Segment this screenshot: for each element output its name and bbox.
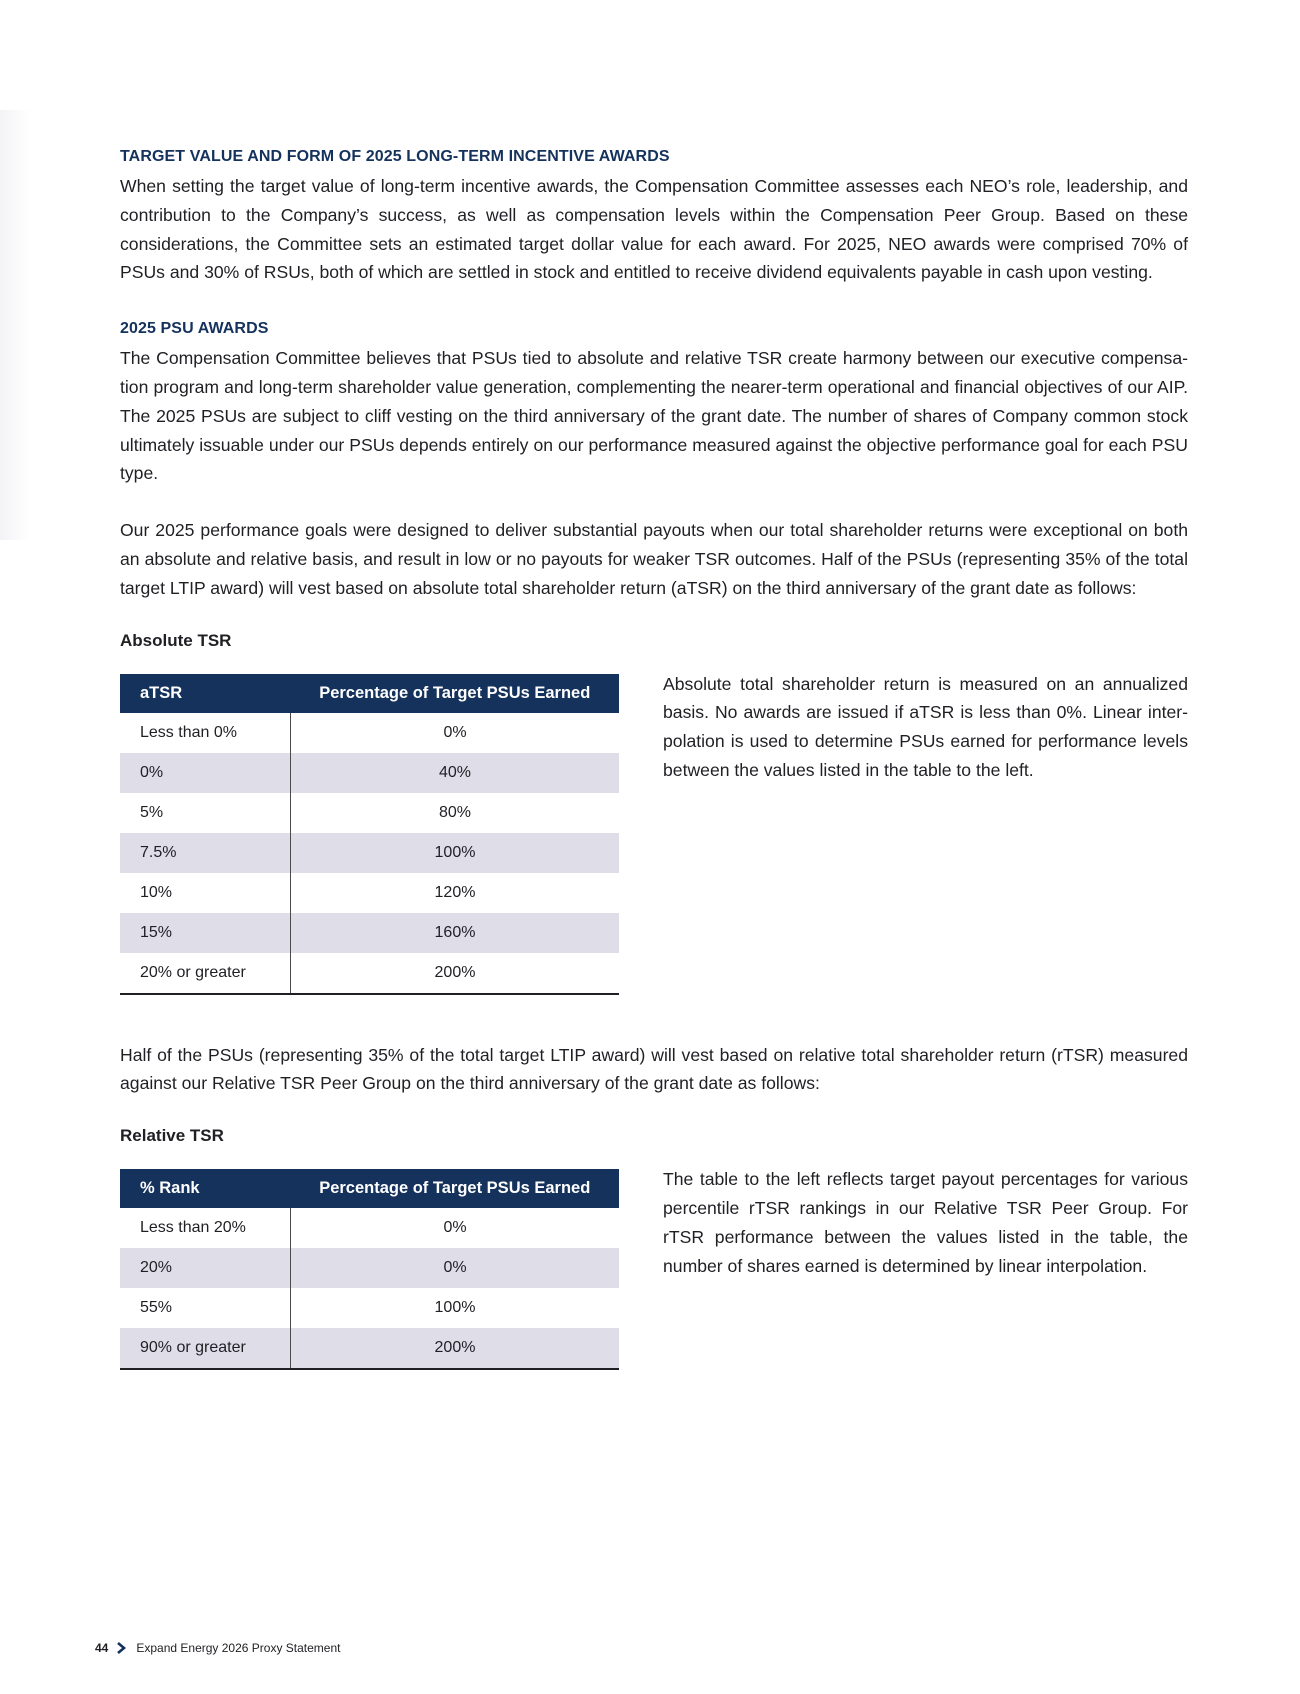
table-cell-percentage: 100% xyxy=(291,833,620,873)
table-row xyxy=(120,753,619,793)
table-cell-atsr: 15% xyxy=(120,913,291,953)
column-header-rank: % Rank xyxy=(120,1169,291,1208)
table-row xyxy=(120,953,619,994)
absolute-tsr-note: Absolute total shareholder return is measured on an annualized basis. No awards are issued if aTSR is less than 0%. Linear inter-polation is used to determine PSUs earned for performance levels between the values listed in the table to the left. xyxy=(663,673,1188,780)
table-cell-atsr: 7.5% xyxy=(120,833,291,873)
absolute-tsr-table xyxy=(120,674,619,995)
table-cell-atsr: 0% xyxy=(120,753,291,793)
table-cell-percentage: 200% xyxy=(291,1328,620,1369)
relative-tsr-table xyxy=(120,1169,619,1370)
page-footer xyxy=(95,1641,340,1655)
table-cell-percentage: 120% xyxy=(434,883,476,901)
table-cell-atsr: Less than 0% xyxy=(120,713,291,753)
table-row xyxy=(120,913,619,953)
table-cell-rank: 20% xyxy=(120,1248,291,1288)
section-heading-psu-awards: 2025 PSU AWARDS xyxy=(120,320,269,338)
column-header-percentage-earned: Percentage of Target PSUs Earned xyxy=(291,1169,620,1208)
column-header-percentage-earned: Percentage of Target PSUs Earned xyxy=(291,674,620,713)
relative-tsr-block xyxy=(120,1169,1188,1370)
table-row xyxy=(120,1288,619,1328)
relative-tsr-intro: Half of the PSUs (representing 35% of the total target LTIP award) will vest based on relative total shareholder return (rTSR) measured against our Relative TSR Peer Group on the third anniversary of the grant date as follows: xyxy=(120,1044,1188,1094)
table-cell-percentage: 160% xyxy=(291,913,620,953)
table-cell-percentage: 0% xyxy=(443,723,467,741)
table-row xyxy=(120,833,619,873)
table-row xyxy=(120,1248,619,1288)
table-cell-atsr: 5% xyxy=(120,793,291,833)
table-row xyxy=(120,793,619,833)
page-content xyxy=(120,148,1188,1370)
table-cell-percentage: 0% xyxy=(291,1248,620,1288)
relative-tsr-title: Relative TSR xyxy=(120,1126,224,1146)
target-value-paragraph: When setting the target value of long-term incentive awards, the Compensation Committee assesses each NEO’s role, leadership, and contribution to the Company’s success, as well as compensation levels within the Compensation Peer Group. Based on these considerations, the Committee sets an estimated target dollar value for each award. For 2025, NEO awards were comprised 70% of PSUs and 30% of RSUs, both of which are settled in stock and entitled to receive dividend equivalents payable in cash upon vesting. xyxy=(120,176,1188,283)
table-cell-atsr: 10% xyxy=(120,873,291,913)
table-header-row xyxy=(120,674,619,713)
table-cell-percentage: 0% xyxy=(443,1219,467,1237)
table-header-row xyxy=(120,1169,619,1208)
relative-tsr-note: The table to the left reflects target payout percentages for various percentile rTSR rankings in our Relative TSR Peer Group. For rTSR performance between the values listed in the table, the number of shares earned is determined by linear interpolation. xyxy=(663,1169,1188,1276)
table-row xyxy=(120,1328,619,1369)
table-row xyxy=(120,873,619,913)
absolute-tsr-block xyxy=(120,674,1188,995)
publication-title: Expand Energy 2026 Proxy Statement xyxy=(136,1641,341,1655)
column-header-atsr: aTSR xyxy=(120,674,291,713)
table-cell-percentage: 200% xyxy=(291,953,620,994)
chevron-right-icon xyxy=(114,1641,128,1655)
performance-goals-paragraph: Our 2025 performance goals were designed to deliver substantial payouts when our total shareholder returns were exceptional on both an absolute and relative basis, and result in low or no payouts for weaker TSR outcomes. Half of the PSUs (representing 35% of the total target LTIP award) will vest based on absolute total shareholder return (aTSR) on the third anniversary of the grant date as follows: xyxy=(120,520,1188,598)
table-cell-percentage: 40% xyxy=(291,753,620,793)
page-number: 44 xyxy=(95,1641,109,1655)
table-row xyxy=(120,1208,619,1248)
table-cell-rank: Less than 20% xyxy=(120,1208,291,1248)
table-cell-percentage: 100% xyxy=(434,1299,476,1317)
page-edge-shade xyxy=(0,110,30,540)
table-cell-atsr: 20% or greater xyxy=(120,953,291,994)
table-cell-rank: 90% or greater xyxy=(120,1328,291,1369)
section-heading-target-value: TARGET VALUE AND FORM OF 2025 LONG-TERM INCENTIVE AWARDS xyxy=(120,148,670,165)
table-cell-rank: 55% xyxy=(120,1288,291,1328)
psu-awards-paragraph: The Compensation Committee believes that PSUs tied to absolute and relative TSR create harmony between our executive compensa-tion program and long-term shareholder value generation, complementing the nearer-term operational and financial objectives of our AIP. The 2025 PSUs are subject to cliff vesting on the third anniversary of the grant date. The number of shares of Company common stock ultimately issuable under our PSUs depends entirely on our performance measured against the objective performance goal for each PSU type. xyxy=(120,348,1188,484)
table-cell-percentage: 80% xyxy=(438,803,472,821)
table-row xyxy=(120,713,619,753)
absolute-tsr-title: Absolute TSR xyxy=(120,630,232,650)
